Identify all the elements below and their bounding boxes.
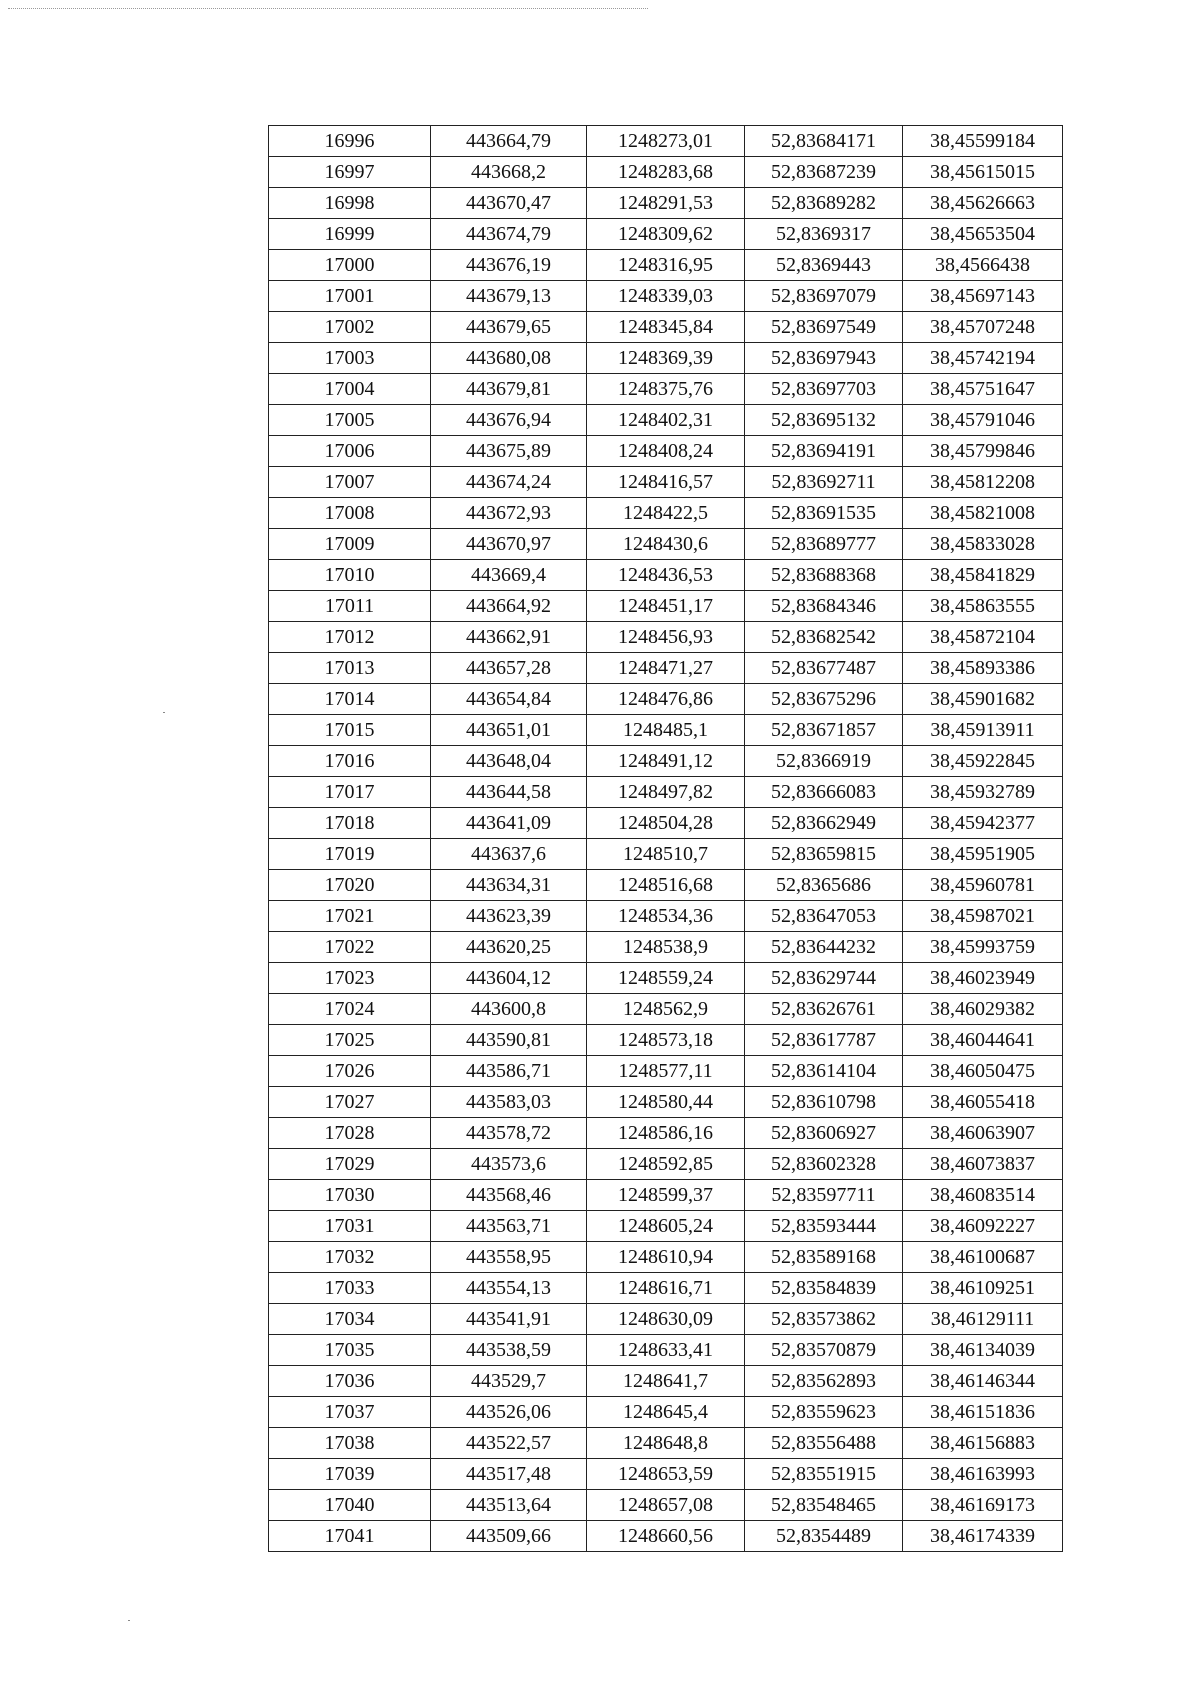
scan-speck: [163, 712, 165, 713]
table-row: [269, 653, 1063, 684]
latitude-cell: 52,8369317: [745, 219, 903, 250]
latitude-cell: 52,83584839: [745, 1273, 903, 1304]
table-row: [269, 188, 1063, 219]
y-coordinate-cell: 1248645,4: [587, 1397, 745, 1428]
latitude-cell: 52,83689777: [745, 529, 903, 560]
table-row: [269, 1025, 1063, 1056]
table-row: [269, 777, 1063, 808]
table-row: [269, 1273, 1063, 1304]
y-coordinate-cell: 1248273,01: [587, 126, 745, 157]
latitude-cell: 52,8365686: [745, 870, 903, 901]
latitude-cell: 52,83684346: [745, 591, 903, 622]
x-coordinate-cell: 443679,81: [431, 374, 587, 405]
latitude-cell: 52,83697943: [745, 343, 903, 374]
table-row: [269, 126, 1063, 157]
longitude-cell: 38,46055418: [903, 1087, 1063, 1118]
longitude-cell: 38,46023949: [903, 963, 1063, 994]
table-row: [269, 281, 1063, 312]
point-number-cell: 17014: [269, 684, 431, 715]
longitude-cell: 38,45799846: [903, 436, 1063, 467]
x-coordinate-cell: 443679,13: [431, 281, 587, 312]
table-row: [269, 529, 1063, 560]
x-coordinate-cell: 443513,64: [431, 1490, 587, 1521]
longitude-cell: 38,46151836: [903, 1397, 1063, 1428]
longitude-cell: 38,46050475: [903, 1056, 1063, 1087]
table-row: [269, 808, 1063, 839]
x-coordinate-cell: 443586,71: [431, 1056, 587, 1087]
point-number-cell: 17030: [269, 1180, 431, 1211]
y-coordinate-cell: 1248630,09: [587, 1304, 745, 1335]
table-row: [269, 715, 1063, 746]
latitude-cell: 52,83647053: [745, 901, 903, 932]
latitude-cell: 52,83677487: [745, 653, 903, 684]
longitude-cell: 38,45812208: [903, 467, 1063, 498]
latitude-cell: 52,83675296: [745, 684, 903, 715]
point-number-cell: 17039: [269, 1459, 431, 1490]
point-number-cell: 17023: [269, 963, 431, 994]
point-number-cell: 17022: [269, 932, 431, 963]
latitude-cell: 52,83570879: [745, 1335, 903, 1366]
point-number-cell: 17018: [269, 808, 431, 839]
point-number-cell: 17041: [269, 1521, 431, 1552]
table-row: [269, 901, 1063, 932]
y-coordinate-cell: 1248497,82: [587, 777, 745, 808]
y-coordinate-cell: 1248369,39: [587, 343, 745, 374]
table-row: [269, 994, 1063, 1025]
table-row: [269, 498, 1063, 529]
point-number-cell: 17038: [269, 1428, 431, 1459]
longitude-cell: 38,45626663: [903, 188, 1063, 219]
longitude-cell: 38,45872104: [903, 622, 1063, 653]
y-coordinate-cell: 1248339,03: [587, 281, 745, 312]
x-coordinate-cell: 443644,58: [431, 777, 587, 808]
longitude-cell: 38,45833028: [903, 529, 1063, 560]
latitude-cell: 52,83671857: [745, 715, 903, 746]
longitude-cell: 38,45751647: [903, 374, 1063, 405]
latitude-cell: 52,83610798: [745, 1087, 903, 1118]
table-row: [269, 1180, 1063, 1211]
y-coordinate-cell: 1248534,36: [587, 901, 745, 932]
point-number-cell: 17001: [269, 281, 431, 312]
x-coordinate-cell: 443620,25: [431, 932, 587, 963]
x-coordinate-cell: 443529,7: [431, 1366, 587, 1397]
table-row: [269, 839, 1063, 870]
y-coordinate-cell: 1248660,56: [587, 1521, 745, 1552]
x-coordinate-cell: 443664,92: [431, 591, 587, 622]
latitude-cell: 52,83614104: [745, 1056, 903, 1087]
point-number-cell: 17015: [269, 715, 431, 746]
table-row: [269, 1366, 1063, 1397]
table-row: [269, 250, 1063, 281]
table-row: [269, 1149, 1063, 1180]
table-row: [269, 1304, 1063, 1335]
latitude-cell: 52,83666083: [745, 777, 903, 808]
point-number-cell: 17036: [269, 1366, 431, 1397]
y-coordinate-cell: 1248402,31: [587, 405, 745, 436]
x-coordinate-cell: 443670,47: [431, 188, 587, 219]
point-number-cell: 17029: [269, 1149, 431, 1180]
x-coordinate-cell: 443672,93: [431, 498, 587, 529]
y-coordinate-cell: 1248416,57: [587, 467, 745, 498]
longitude-cell: 38,45599184: [903, 126, 1063, 157]
point-number-cell: 17007: [269, 467, 431, 498]
point-number-cell: 17026: [269, 1056, 431, 1087]
point-number-cell: 17019: [269, 839, 431, 870]
y-coordinate-cell: 1248375,76: [587, 374, 745, 405]
latitude-cell: 52,83602328: [745, 1149, 903, 1180]
table-row: [269, 1335, 1063, 1366]
point-number-cell: 17013: [269, 653, 431, 684]
x-coordinate-cell: 443676,19: [431, 250, 587, 281]
point-number-cell: 17035: [269, 1335, 431, 1366]
table-row: [269, 963, 1063, 994]
x-coordinate-cell: 443526,06: [431, 1397, 587, 1428]
x-coordinate-cell: 443637,6: [431, 839, 587, 870]
y-coordinate-cell: 1248633,41: [587, 1335, 745, 1366]
longitude-cell: 38,45697143: [903, 281, 1063, 312]
x-coordinate-cell: 443654,84: [431, 684, 587, 715]
point-number-cell: 17009: [269, 529, 431, 560]
x-coordinate-cell: 443664,79: [431, 126, 587, 157]
table-row: [269, 1242, 1063, 1273]
latitude-cell: 52,83697079: [745, 281, 903, 312]
longitude-cell: 38,46100687: [903, 1242, 1063, 1273]
latitude-cell: 52,83589168: [745, 1242, 903, 1273]
point-number-cell: 17016: [269, 746, 431, 777]
point-number-cell: 17027: [269, 1087, 431, 1118]
y-coordinate-cell: 1248648,8: [587, 1428, 745, 1459]
point-number-cell: 17017: [269, 777, 431, 808]
latitude-cell: 52,83562893: [745, 1366, 903, 1397]
x-coordinate-cell: 443554,13: [431, 1273, 587, 1304]
table-row: [269, 870, 1063, 901]
y-coordinate-cell: 1248580,44: [587, 1087, 745, 1118]
point-number-cell: 17025: [269, 1025, 431, 1056]
x-coordinate-cell: 443641,09: [431, 808, 587, 839]
table-row: [269, 591, 1063, 622]
longitude-cell: 38,46169173: [903, 1490, 1063, 1521]
longitude-cell: 38,45791046: [903, 405, 1063, 436]
table-row: [269, 1087, 1063, 1118]
latitude-cell: 52,83692711: [745, 467, 903, 498]
longitude-cell: 38,45942377: [903, 808, 1063, 839]
latitude-cell: 52,83626761: [745, 994, 903, 1025]
y-coordinate-cell: 1248657,08: [587, 1490, 745, 1521]
x-coordinate-cell: 443541,91: [431, 1304, 587, 1335]
latitude-cell: 52,8369443: [745, 250, 903, 281]
latitude-cell: 52,83559623: [745, 1397, 903, 1428]
point-number-cell: 17005: [269, 405, 431, 436]
x-coordinate-cell: 443676,94: [431, 405, 587, 436]
latitude-cell: 52,83629744: [745, 963, 903, 994]
longitude-cell: 38,46134039: [903, 1335, 1063, 1366]
y-coordinate-cell: 1248345,84: [587, 312, 745, 343]
x-coordinate-cell: 443634,31: [431, 870, 587, 901]
longitude-cell: 38,45707248: [903, 312, 1063, 343]
latitude-cell: 52,8354489: [745, 1521, 903, 1552]
x-coordinate-cell: 443669,4: [431, 560, 587, 591]
y-coordinate-cell: 1248605,24: [587, 1211, 745, 1242]
x-coordinate-cell: 443651,01: [431, 715, 587, 746]
y-coordinate-cell: 1248599,37: [587, 1180, 745, 1211]
table-row: [269, 157, 1063, 188]
y-coordinate-cell: 1248653,59: [587, 1459, 745, 1490]
x-coordinate-cell: 443578,72: [431, 1118, 587, 1149]
y-coordinate-cell: 1248510,7: [587, 839, 745, 870]
longitude-cell: 38,46129111: [903, 1304, 1063, 1335]
y-coordinate-cell: 1248422,5: [587, 498, 745, 529]
x-coordinate-cell: 443675,89: [431, 436, 587, 467]
y-coordinate-cell: 1248485,1: [587, 715, 745, 746]
latitude-cell: 52,8366919: [745, 746, 903, 777]
latitude-cell: 52,83687239: [745, 157, 903, 188]
point-number-cell: 17033: [269, 1273, 431, 1304]
latitude-cell: 52,83697703: [745, 374, 903, 405]
point-number-cell: 17003: [269, 343, 431, 374]
longitude-cell: 38,46174339: [903, 1521, 1063, 1552]
table-row: [269, 436, 1063, 467]
latitude-cell: 52,83688368: [745, 560, 903, 591]
latitude-cell: 52,83697549: [745, 312, 903, 343]
scan-edge-line: [8, 8, 648, 9]
latitude-cell: 52,83684171: [745, 126, 903, 157]
longitude-cell: 38,45901682: [903, 684, 1063, 715]
point-number-cell: 16999: [269, 219, 431, 250]
point-number-cell: 17002: [269, 312, 431, 343]
latitude-cell: 52,83682542: [745, 622, 903, 653]
coordinates-table: [268, 125, 1063, 1552]
longitude-cell: 38,46146344: [903, 1366, 1063, 1397]
longitude-cell: 38,45951905: [903, 839, 1063, 870]
x-coordinate-cell: 443604,12: [431, 963, 587, 994]
point-number-cell: 17008: [269, 498, 431, 529]
latitude-cell: 52,83548465: [745, 1490, 903, 1521]
table-row: [269, 1056, 1063, 1087]
y-coordinate-cell: 1248577,11: [587, 1056, 745, 1087]
longitude-cell: 38,46029382: [903, 994, 1063, 1025]
table-row: [269, 1521, 1063, 1552]
x-coordinate-cell: 443648,04: [431, 746, 587, 777]
x-coordinate-cell: 443538,59: [431, 1335, 587, 1366]
longitude-cell: 38,45615015: [903, 157, 1063, 188]
y-coordinate-cell: 1248491,12: [587, 746, 745, 777]
longitude-cell: 38,45653504: [903, 219, 1063, 250]
x-coordinate-cell: 443590,81: [431, 1025, 587, 1056]
x-coordinate-cell: 443509,66: [431, 1521, 587, 1552]
x-coordinate-cell: 443668,2: [431, 157, 587, 188]
x-coordinate-cell: 443657,28: [431, 653, 587, 684]
y-coordinate-cell: 1248471,27: [587, 653, 745, 684]
table-row: [269, 684, 1063, 715]
latitude-cell: 52,83606927: [745, 1118, 903, 1149]
longitude-cell: 38,45913911: [903, 715, 1063, 746]
x-coordinate-cell: 443563,71: [431, 1211, 587, 1242]
table-row: [269, 1211, 1063, 1242]
table-row: [269, 312, 1063, 343]
scan-speck: [128, 1620, 130, 1621]
y-coordinate-cell: 1248283,68: [587, 157, 745, 188]
x-coordinate-cell: 443680,08: [431, 343, 587, 374]
y-coordinate-cell: 1248610,94: [587, 1242, 745, 1273]
point-number-cell: 17031: [269, 1211, 431, 1242]
table-row: [269, 560, 1063, 591]
point-number-cell: 17034: [269, 1304, 431, 1335]
longitude-cell: 38,45863555: [903, 591, 1063, 622]
table-row: [269, 467, 1063, 498]
latitude-cell: 52,83593444: [745, 1211, 903, 1242]
x-coordinate-cell: 443583,03: [431, 1087, 587, 1118]
table-row: [269, 343, 1063, 374]
y-coordinate-cell: 1248516,68: [587, 870, 745, 901]
y-coordinate-cell: 1248291,53: [587, 188, 745, 219]
y-coordinate-cell: 1248436,53: [587, 560, 745, 591]
y-coordinate-cell: 1248476,86: [587, 684, 745, 715]
x-coordinate-cell: 443623,39: [431, 901, 587, 932]
point-number-cell: 17021: [269, 901, 431, 932]
latitude-cell: 52,83662949: [745, 808, 903, 839]
x-coordinate-cell: 443573,6: [431, 1149, 587, 1180]
y-coordinate-cell: 1248504,28: [587, 808, 745, 839]
point-number-cell: 17024: [269, 994, 431, 1025]
point-number-cell: 17028: [269, 1118, 431, 1149]
longitude-cell: 38,45993759: [903, 932, 1063, 963]
longitude-cell: 38,46083514: [903, 1180, 1063, 1211]
y-coordinate-cell: 1248641,7: [587, 1366, 745, 1397]
longitude-cell: 38,46156883: [903, 1428, 1063, 1459]
point-number-cell: 17020: [269, 870, 431, 901]
y-coordinate-cell: 1248408,24: [587, 436, 745, 467]
table-row: [269, 405, 1063, 436]
x-coordinate-cell: 443558,95: [431, 1242, 587, 1273]
latitude-cell: 52,83617787: [745, 1025, 903, 1056]
y-coordinate-cell: 1248451,17: [587, 591, 745, 622]
y-coordinate-cell: 1248592,85: [587, 1149, 745, 1180]
latitude-cell: 52,83556488: [745, 1428, 903, 1459]
table-row: [269, 932, 1063, 963]
x-coordinate-cell: 443670,97: [431, 529, 587, 560]
point-number-cell: 16998: [269, 188, 431, 219]
latitude-cell: 52,83573862: [745, 1304, 903, 1335]
longitude-cell: 38,4566438: [903, 250, 1063, 281]
x-coordinate-cell: 443674,79: [431, 219, 587, 250]
y-coordinate-cell: 1248616,71: [587, 1273, 745, 1304]
table-row: [269, 374, 1063, 405]
point-number-cell: 16996: [269, 126, 431, 157]
latitude-cell: 52,83694191: [745, 436, 903, 467]
table-row: [269, 1490, 1063, 1521]
longitude-cell: 38,46063907: [903, 1118, 1063, 1149]
latitude-cell: 52,83695132: [745, 405, 903, 436]
y-coordinate-cell: 1248316,95: [587, 250, 745, 281]
x-coordinate-cell: 443517,48: [431, 1459, 587, 1490]
longitude-cell: 38,45922845: [903, 746, 1063, 777]
y-coordinate-cell: 1248430,6: [587, 529, 745, 560]
coordinates-table-body: [269, 126, 1063, 1552]
point-number-cell: 17011: [269, 591, 431, 622]
y-coordinate-cell: 1248559,24: [587, 963, 745, 994]
y-coordinate-cell: 1248309,62: [587, 219, 745, 250]
y-coordinate-cell: 1248573,18: [587, 1025, 745, 1056]
table-row: [269, 1428, 1063, 1459]
x-coordinate-cell: 443662,91: [431, 622, 587, 653]
longitude-cell: 38,46163993: [903, 1459, 1063, 1490]
longitude-cell: 38,45742194: [903, 343, 1063, 374]
point-number-cell: 17010: [269, 560, 431, 591]
x-coordinate-cell: 443674,24: [431, 467, 587, 498]
x-coordinate-cell: 443522,57: [431, 1428, 587, 1459]
longitude-cell: 38,45960781: [903, 870, 1063, 901]
point-number-cell: 17000: [269, 250, 431, 281]
longitude-cell: 38,45932789: [903, 777, 1063, 808]
y-coordinate-cell: 1248456,93: [587, 622, 745, 653]
longitude-cell: 38,45841829: [903, 560, 1063, 591]
latitude-cell: 52,83689282: [745, 188, 903, 219]
longitude-cell: 38,45821008: [903, 498, 1063, 529]
longitude-cell: 38,46092227: [903, 1211, 1063, 1242]
y-coordinate-cell: 1248538,9: [587, 932, 745, 963]
table-row: [269, 1459, 1063, 1490]
latitude-cell: 52,83644232: [745, 932, 903, 963]
x-coordinate-cell: 443679,65: [431, 312, 587, 343]
longitude-cell: 38,45893386: [903, 653, 1063, 684]
point-number-cell: 17040: [269, 1490, 431, 1521]
x-coordinate-cell: 443568,46: [431, 1180, 587, 1211]
longitude-cell: 38,45987021: [903, 901, 1063, 932]
point-number-cell: 17004: [269, 374, 431, 405]
y-coordinate-cell: 1248562,9: [587, 994, 745, 1025]
longitude-cell: 38,46073837: [903, 1149, 1063, 1180]
table-row: [269, 746, 1063, 777]
point-number-cell: 17032: [269, 1242, 431, 1273]
point-number-cell: 17037: [269, 1397, 431, 1428]
table-row: [269, 219, 1063, 250]
longitude-cell: 38,46109251: [903, 1273, 1063, 1304]
table-row: [269, 622, 1063, 653]
latitude-cell: 52,83597711: [745, 1180, 903, 1211]
table-row: [269, 1118, 1063, 1149]
latitude-cell: 52,83551915: [745, 1459, 903, 1490]
latitude-cell: 52,83659815: [745, 839, 903, 870]
point-number-cell: 16997: [269, 157, 431, 188]
table-row: [269, 1397, 1063, 1428]
y-coordinate-cell: 1248586,16: [587, 1118, 745, 1149]
point-number-cell: 17006: [269, 436, 431, 467]
longitude-cell: 38,46044641: [903, 1025, 1063, 1056]
x-coordinate-cell: 443600,8: [431, 994, 587, 1025]
point-number-cell: 17012: [269, 622, 431, 653]
latitude-cell: 52,83691535: [745, 498, 903, 529]
